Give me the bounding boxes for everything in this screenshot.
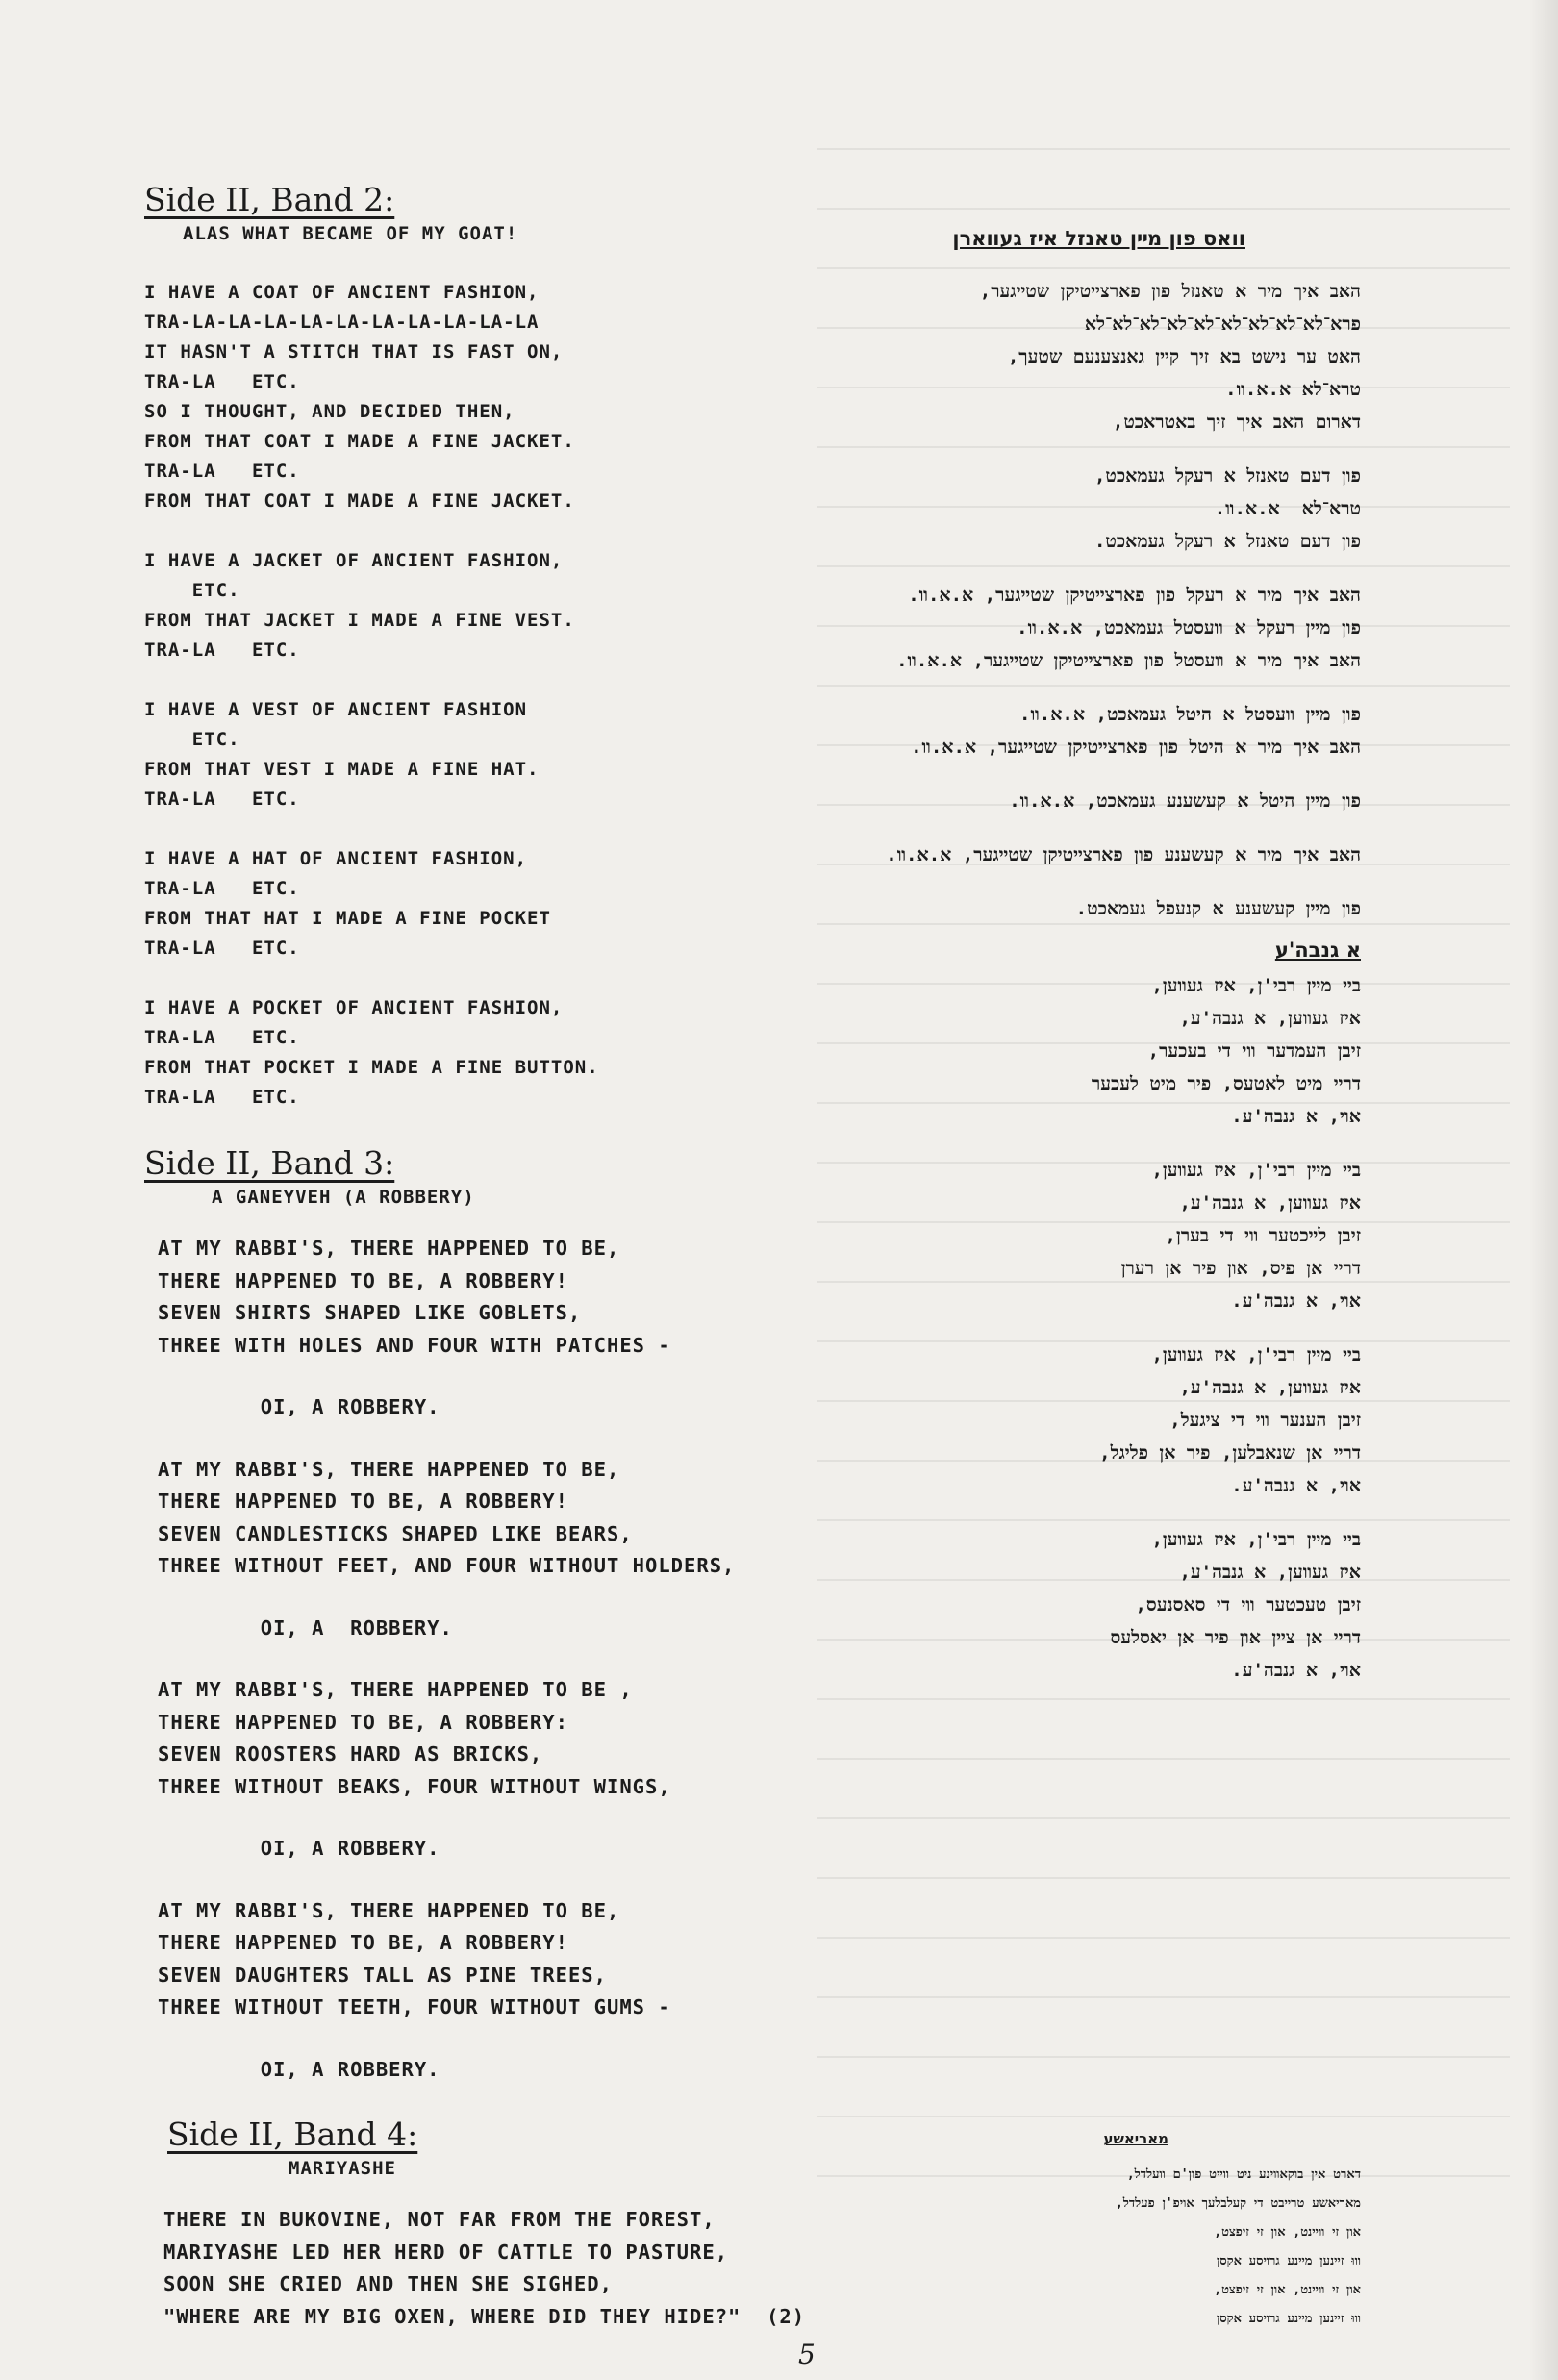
lyric-line: SEVEN SHIRTS SHAPED LIKE GOBLETS, [158,1301,582,1324]
lyric-line: איז געװען, א גנבה'ע, [1179,1192,1361,1214]
lyric-line: פון מײן װעסטל א היטל געמאכט, א.א.װ. [1019,704,1361,725]
lyric-line: AT MY RABBI'S, THERE HAPPENED TO BE, [158,1237,620,1260]
lyric-line: זיבן הענער װי די ציגעל, [1169,1410,1361,1431]
lyric-line: האב איך מיר א היטל פון פארצײטיקן שטײגער, א.א.װ. [911,737,1361,758]
band4-lyrics [144,2204,875,2333]
lyric-line: TRA-LA ETC. [144,461,300,482]
lyric-line: OI, A ROBBERY. [158,2057,440,2081]
lyric-line: FROM THAT HAT I MADE A FINE POCKET [144,908,551,929]
lyric-line: I HAVE A COAT OF ANCIENT FASHION, [144,282,540,303]
lyric-line: און זי װײנט, און זי זיפצט, [1214,2283,1361,2297]
lyric-line: THERE HAPPENED TO BE, A ROBBERY! [158,1490,568,1513]
lyric-line: IT HASN'T A STITCH THAT IS FAST ON, [144,341,564,363]
lyric-line: זיבן העמדער װי די בעכער, [1147,1040,1361,1062]
band4-heading: Side II, Band 4: [167,2116,418,2153]
lyric-line: TRA-LA-LA-LA-LA-LA-LA-LA-LA-LA-LA [144,312,540,333]
lyric-line: SO I THOUGHT, AND DECIDED THEN, [144,401,515,422]
lyric-line: I HAVE A POCKET OF ANCIENT FASHION, [144,997,564,1018]
lyric-line: ETC. [144,580,240,601]
yiddish-column [611,219,1361,1687]
lyric-line: "WHERE ARE MY BIG OXEN, WHERE DID THEY HIDE?" (2) [163,2304,806,2328]
lyric-line: TRA-LA ETC. [144,371,300,392]
lyric-line: אוי, א גנבה'ע. [1231,1106,1361,1127]
lyric-line: TRA-LA ETC. [144,938,300,959]
yiddish-title-3: מאריאשע [1103,2130,1168,2147]
lyric-line: THERE IN BUKOVINE, NOT FAR FROM THE FOREST, [163,2208,716,2231]
lyric-line: דארט אין בוקאװינע ניט װײט פון'ם װעלדל, [1126,2167,1361,2182]
lyric-line: THERE HAPPENED TO BE, A ROBBERY! [158,1268,568,1292]
lyric-line: THREE WITHOUT FEET, AND FOUR WITHOUT HOLDERS, [158,1554,736,1577]
lyric-line: TRA-LA ETC. [144,1027,300,1048]
page-fold-shadow [1529,0,1558,2380]
lyric-line: האב איך מיר א רעקל פון פארצײטיקן שטײגער, א.א.װ. [908,585,1361,606]
lyric-line: האב איך מיר א טאנזל פון פארצײטיקן שטײגער, [979,281,1361,302]
page-number: 5 [798,2339,816,2370]
lyric-line: טרא־לא א.א.װ. [1214,498,1361,519]
yiddish-title-1: וואס פון מײן טאנזל איז געװארן [952,227,1245,250]
lyric-line: SEVEN DAUGHTERS TALL AS PINE TREES, [158,1963,607,1987]
lyric-line: אוי, א גנבה'ע. [1231,1290,1361,1312]
lyric-line: בײ מײן רבי'ן, איז געװען, [1151,975,1361,996]
lyric-line: זיבן לײכטער װי די בערן, [1165,1225,1361,1246]
lyric-line: אוי, א גנבה'ע. [1231,1660,1361,1681]
lyric-line: THREE WITHOUT BEAKS, FOUR WITHOUT WINGS, [158,1774,671,1798]
lyric-line: ETC. [144,729,240,750]
lyric-line: זיבן טעכטער װי די סאסנעס, [1135,1594,1361,1616]
lyric-line: דרײ מיט לאטעס, פיר מיט לעכער [1091,1073,1361,1094]
lyric-line: האב איך מיר א װעסטל פון פארצײטיקן שטײגער, א.א.װ. [896,650,1361,671]
lyric-line: איז געװען, א גנבה'ע, [1179,1377,1361,1398]
band3-heading: Side II, Band 3: [144,1144,395,1182]
lyric-line: װוּ זײנען מײנע גרױסע אקסן [1216,2312,1361,2326]
lyric-line: I HAVE A HAT OF ANCIENT FASHION, [144,848,528,869]
lyric-line: פון דעם טאנזל א רעקל געמאכט, [1093,465,1361,487]
lyric-line: און זי װײנט, און זי זיפצט, [1214,2225,1361,2240]
band4-title: MARIYASHE [289,2158,396,2179]
lyric-line: THREE WITH HOLES AND FOUR WITH PATCHES - [158,1333,671,1357]
lyric-line: FROM THAT VEST I MADE A FINE HAT. [144,759,540,780]
lyric-line: OI, A ROBBERY. [158,1616,453,1640]
lyric-line: THERE HAPPENED TO BE, A ROBBERY: [158,1710,568,1734]
lyric-line: װוּ זײנען מײנע גרױסע אקסן [1216,2254,1361,2268]
lyric-line: SEVEN CANDLESTICKS SHAPED LIKE BEARS, [158,1521,633,1545]
lyric-line: SEVEN ROOSTERS HARD AS BRICKS, [158,1742,543,1766]
lyric-line: I HAVE A JACKET OF ANCIENT FASHION, [144,550,564,571]
lyric-line: SOON SHE CRIED AND THEN SHE SIGHED, [163,2272,613,2295]
lyric-line: FROM THAT POCKET I MADE A FINE BUTTON. [144,1057,599,1078]
lyric-line: בײ מײן רבי'ן, איז געװען, [1151,1160,1361,1181]
lyric-line: איז געװען, א גנבה'ע, [1179,1562,1361,1583]
lyric-line: פרא־לא־לא־לא־לא־לא־לא־לא־לא־לא [1084,313,1361,335]
lyric-line: MARIYASHE LED HER HERD OF CATTLE TO PASTURE, [163,2240,729,2264]
lyric-line: TRA-LA ETC. [144,639,300,661]
lyric-line: האב איך מיר א קעשענע פון פארצײטיקן שטײגער, א.א.װ. [886,844,1361,865]
lyric-line: פון מײן היטל א קעשענע געמאכט, א.א.װ. [1009,790,1361,812]
lyric-line: TRA-LA ETC. [144,789,300,810]
lyric-line: AT MY RABBI'S, THERE HAPPENED TO BE, [158,1457,620,1481]
lyric-line: FROM THAT JACKET I MADE A FINE VEST. [144,610,575,631]
lyric-line: האט ער נישט בא זיך קײן גאנצענעם שטעך, [1007,346,1361,367]
lyric-line: THREE WITHOUT TEETH, FOUR WITHOUT GUMS - [158,1995,671,2018]
band2-title: ALAS WHAT BECAME OF MY GOAT! [183,223,518,244]
yiddish-lyrics-1 [611,275,1361,925]
lyric-line: OI, A ROBBERY. [158,1395,440,1418]
lyric-line: AT MY RABBI'S, THERE HAPPENED TO BE , [158,1678,633,1701]
lyric-line: דרײ אן צײן און פיר אן יאסלעס [1110,1627,1361,1648]
lyric-line: FROM THAT COAT I MADE A FINE JACKET. [144,490,575,512]
lyric-line: בײ מײן רבי'ן, איז געװען, [1151,1344,1361,1365]
lyric-line: פון מײן רעקל א װעסטל געמאכט, א.א.װ. [1017,617,1361,639]
lyric-line: FROM THAT COAT I MADE A FINE JACKET. [144,431,575,452]
lyric-line: AT MY RABBI'S, THERE HAPPENED TO BE, [158,1898,620,1922]
lyric-line: דארום האב איך זיך באטראכט, [1112,412,1361,433]
lyric-line: דרײ אן פיס, און פיר אן רערן [1120,1258,1361,1279]
lyric-line: מאריאשע טרײבט די קעלבלעך אויפ'ן פעלדל, [1115,2196,1361,2211]
yiddish-title-2: א גנבה'ע [1274,939,1361,962]
yiddish-mariyashe-block [822,2130,1361,2334]
lyric-line: איז געװען, א גנבה'ע, [1179,1008,1361,1029]
lyric-line: טרא־לא א.א.װ. [1225,379,1361,400]
lyric-line: דרײ אן שנאבלען, פיר אן פליגל, [1099,1442,1361,1464]
lyric-line: TRA-LA ETC. [144,878,300,899]
lyric-line: פון מײן קעשענע א קנעפל געמאכט. [1075,898,1361,919]
lyric-line: TRA-LA ETC. [144,1087,300,1108]
lyric-line: OI, A ROBBERY. [158,1837,440,1860]
lyric-line: פון דעם טאנזל א רעקל געמאכט. [1093,531,1361,552]
lyric-line: בײ מײן רבי'ן, איז געװען, [1151,1529,1361,1550]
lyric-line: THERE HAPPENED TO BE, A ROBBERY! [158,1931,568,1954]
yiddish-lyrics-2 [611,969,1361,1687]
lyric-line: אוי, א גנבה'ע. [1231,1475,1361,1496]
band2-heading: Side II, Band 2: [144,181,395,218]
yiddish-lyrics-3 [822,2161,1361,2334]
band3-title: A GANEYVEH (A ROBBERY) [212,1187,475,1208]
lyric-line: I HAVE A VEST OF ANCIENT FASHION [144,699,528,720]
